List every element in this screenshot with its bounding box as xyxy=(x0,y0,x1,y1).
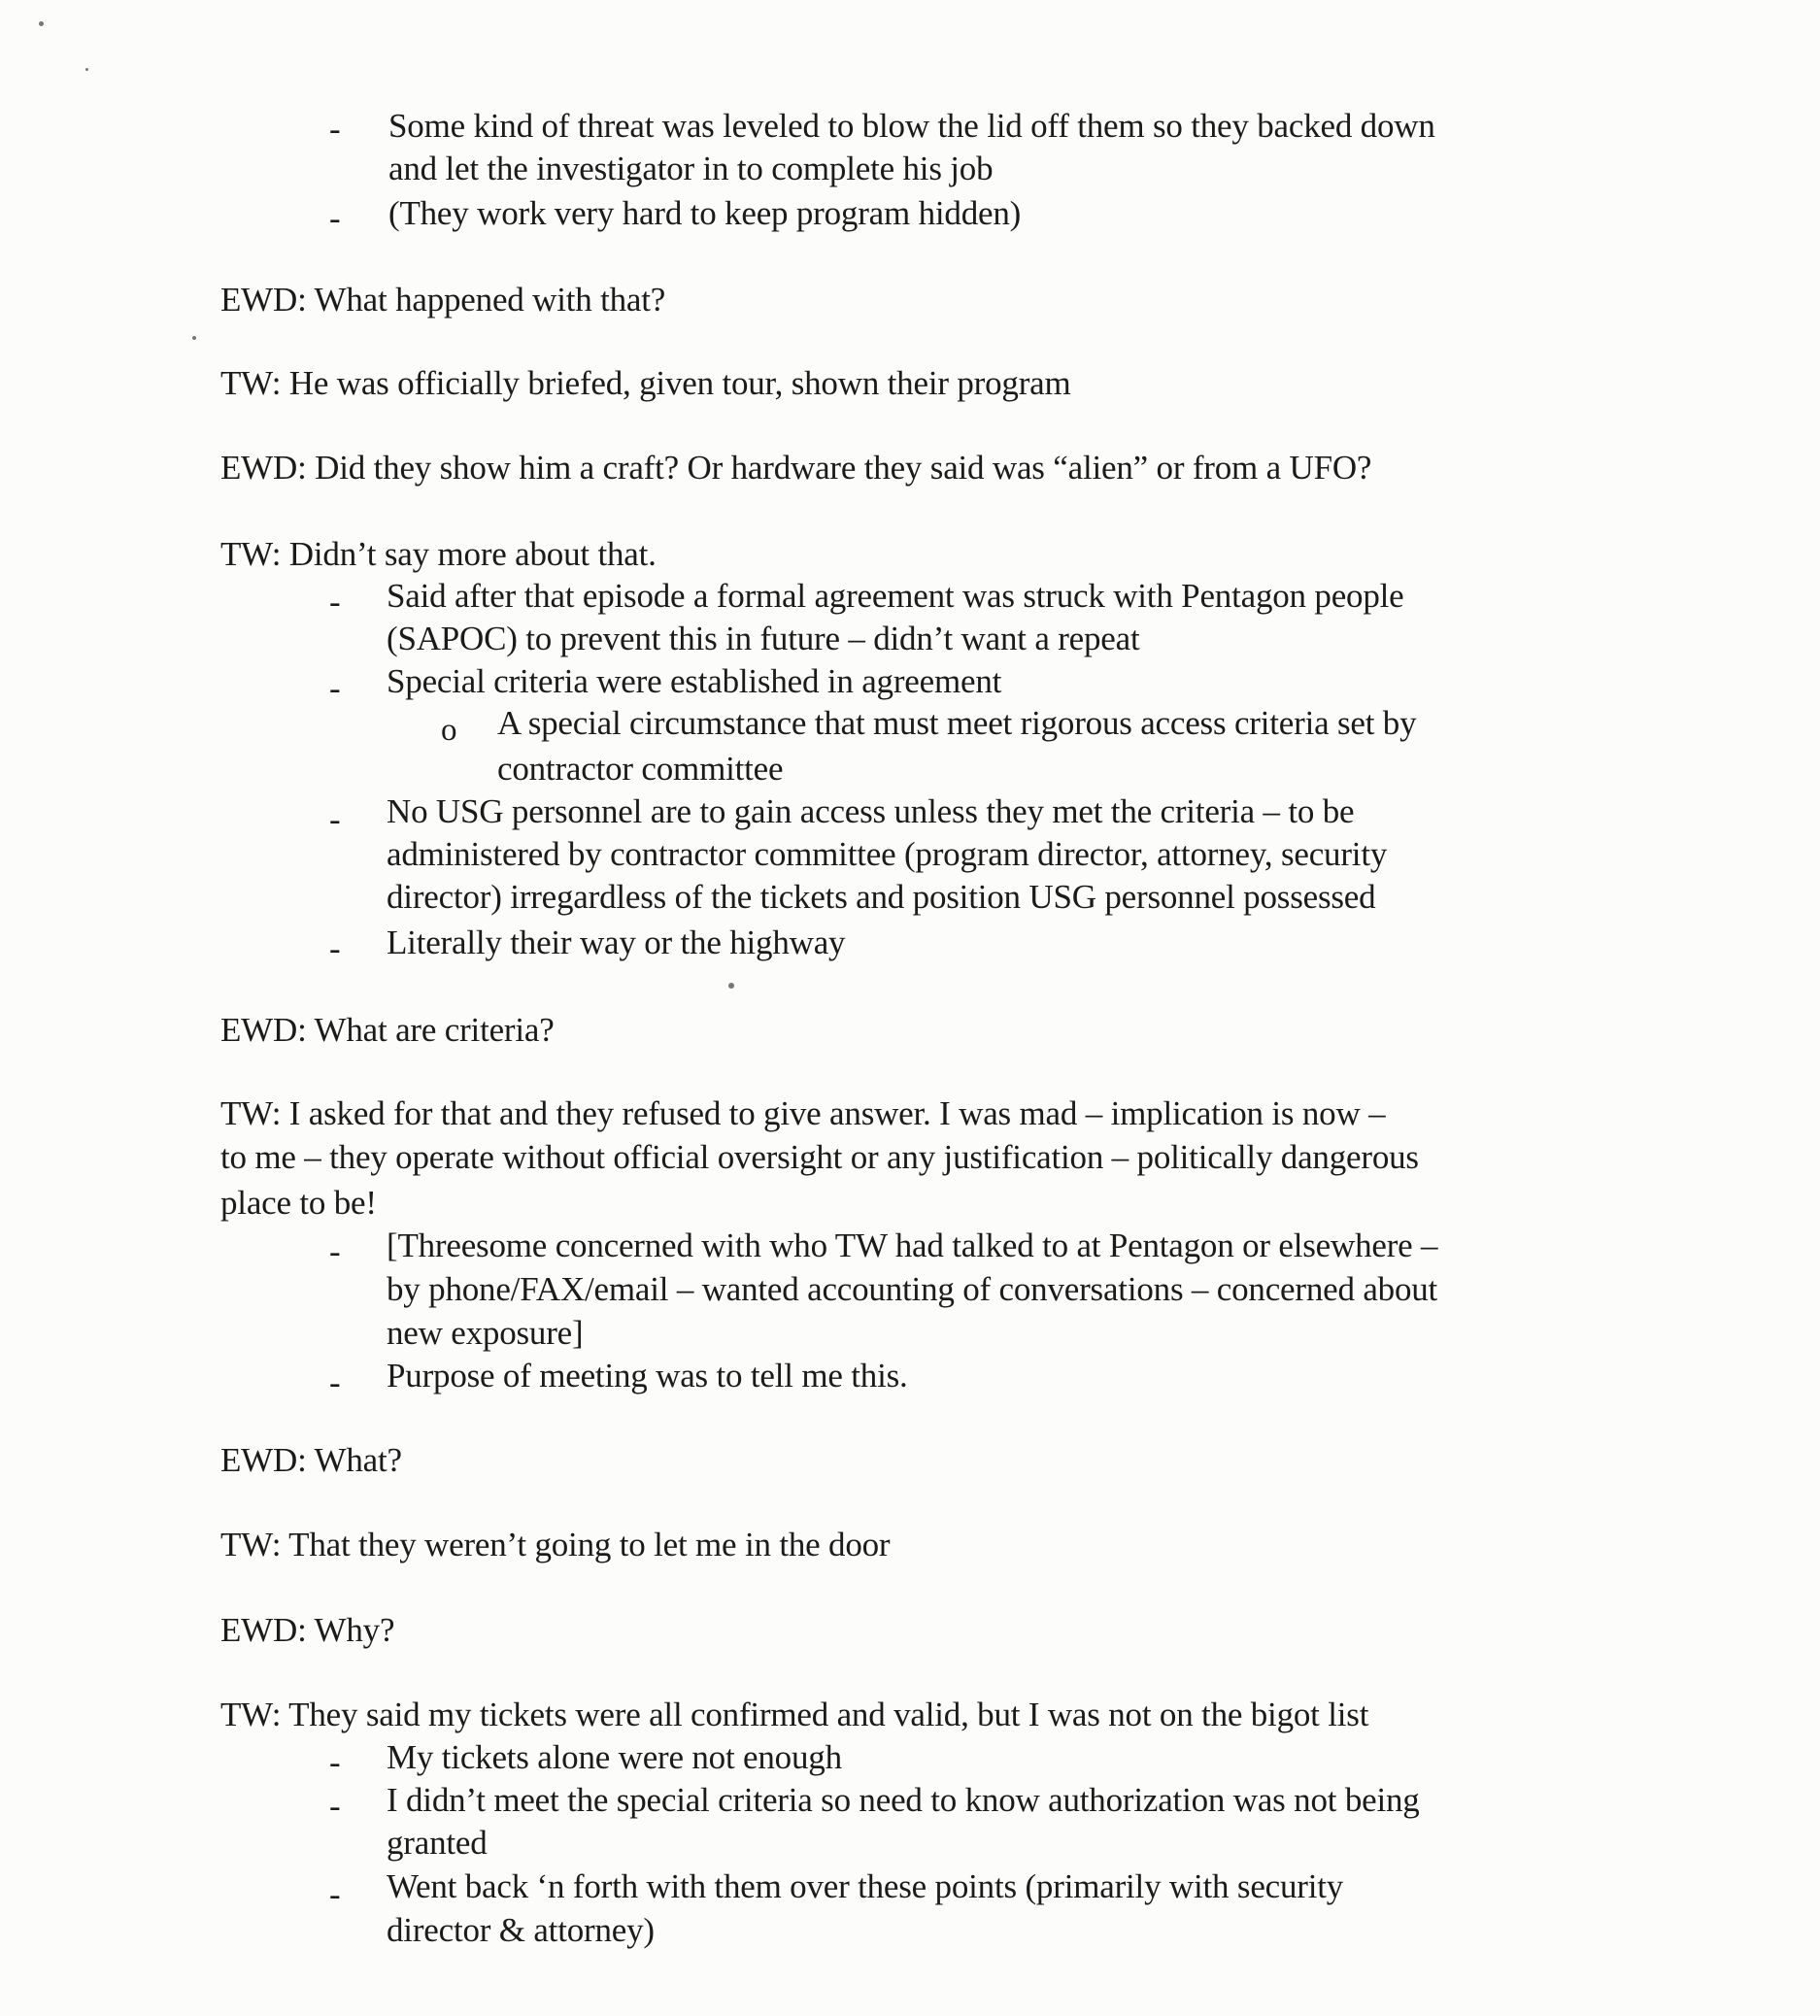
answer-tw: TW: I asked for that and they refused to give answer. I was mad – implication is now – xyxy=(220,1094,1386,1132)
scan-speck xyxy=(39,21,44,26)
bullet-text: Went back ‘n forth with them over these points (primarily with security xyxy=(387,1867,1344,1905)
answer-tw: place to be! xyxy=(220,1184,377,1222)
bullet-dash: - xyxy=(329,1743,341,1781)
bullet-text: Said after that episode a formal agreement was struck with Pentagon people xyxy=(387,577,1404,615)
bullet-text: (They work very hard to keep program hidden) xyxy=(388,194,1022,232)
bullet-text: new exposure] xyxy=(387,1314,584,1352)
question-ewd: EWD: Why? xyxy=(220,1611,395,1649)
scan-speck xyxy=(728,983,734,989)
bullet-text: My tickets alone were not enough xyxy=(387,1738,842,1776)
bullet-dash: - xyxy=(329,1232,341,1270)
bullet-text: by phone/FAX/email – wanted accounting of conversations – concerned about xyxy=(387,1270,1438,1308)
bullet-text: (SAPOC) to prevent this in future – didn’t want a repeat xyxy=(387,620,1140,657)
bullet-text: [Threesome concerned with who TW had talked to at Pentagon or elsewhere – xyxy=(387,1226,1438,1264)
bullet-text: Purpose of meeting was to tell me this. xyxy=(387,1357,908,1394)
scan-speck xyxy=(192,336,196,340)
sub-bullet-text: contractor committee xyxy=(497,750,784,788)
bullet-text: administered by contractor committee (program director, attorney, security xyxy=(387,835,1388,873)
bullet-dash: - xyxy=(329,583,341,621)
question-ewd: EWD: What? xyxy=(220,1441,402,1479)
bullet-dash: - xyxy=(329,110,341,148)
bullet-text: Special criteria were established in agreement xyxy=(387,662,1002,700)
bullet-text: director & attorney) xyxy=(387,1911,655,1949)
question-ewd: EWD: Did they show him a craft? Or hardware they said was “alien” or from a UFO? xyxy=(220,449,1372,487)
answer-tw: to me – they operate without official oversight or any justification – politically dangerous xyxy=(220,1138,1419,1176)
answer-tw: TW: They said my tickets were all confirmed and valid, but I was not on the bigot list xyxy=(220,1696,1369,1733)
scan-speck xyxy=(85,68,88,71)
bullet-dash: - xyxy=(329,669,341,707)
bullet-dash: - xyxy=(329,1875,341,1913)
answer-tw: TW: Didn’t say more about that. xyxy=(220,535,657,573)
bullet-dash: - xyxy=(329,199,341,237)
bullet-dash: - xyxy=(329,1363,341,1401)
bullet-text: granted xyxy=(387,1824,488,1862)
bullet-dash: - xyxy=(329,1787,341,1825)
bullet-text: Literally their way or the highway xyxy=(387,924,846,961)
bullet-text: Some kind of threat was leveled to blow the lid off them so they backed down xyxy=(388,107,1435,145)
sub-bullet-text: A special circumstance that must meet rigorous access criteria set by xyxy=(497,704,1417,742)
bullet-text: director) irregardless of the tickets and position USG personnel possessed xyxy=(387,878,1376,916)
bullet-dash: - xyxy=(329,800,341,838)
bullet-text: I didn’t meet the special criteria so need to know authorization was not being xyxy=(387,1781,1420,1819)
bullet-text: and let the investigator in to complete his job xyxy=(388,150,994,187)
answer-tw: TW: That they weren’t going to let me in the door xyxy=(220,1526,891,1563)
question-ewd: EWD: What are criteria? xyxy=(220,1011,555,1049)
bullet-text: No USG personnel are to gain access unless they met the criteria – to be xyxy=(387,792,1355,830)
bullet-dash: - xyxy=(329,929,341,967)
answer-tw: TW: He was officially briefed, given tour, shown their program xyxy=(220,364,1071,402)
question-ewd: EWD: What happened with that? xyxy=(220,281,666,319)
sub-bullet-circle: o xyxy=(441,713,457,748)
